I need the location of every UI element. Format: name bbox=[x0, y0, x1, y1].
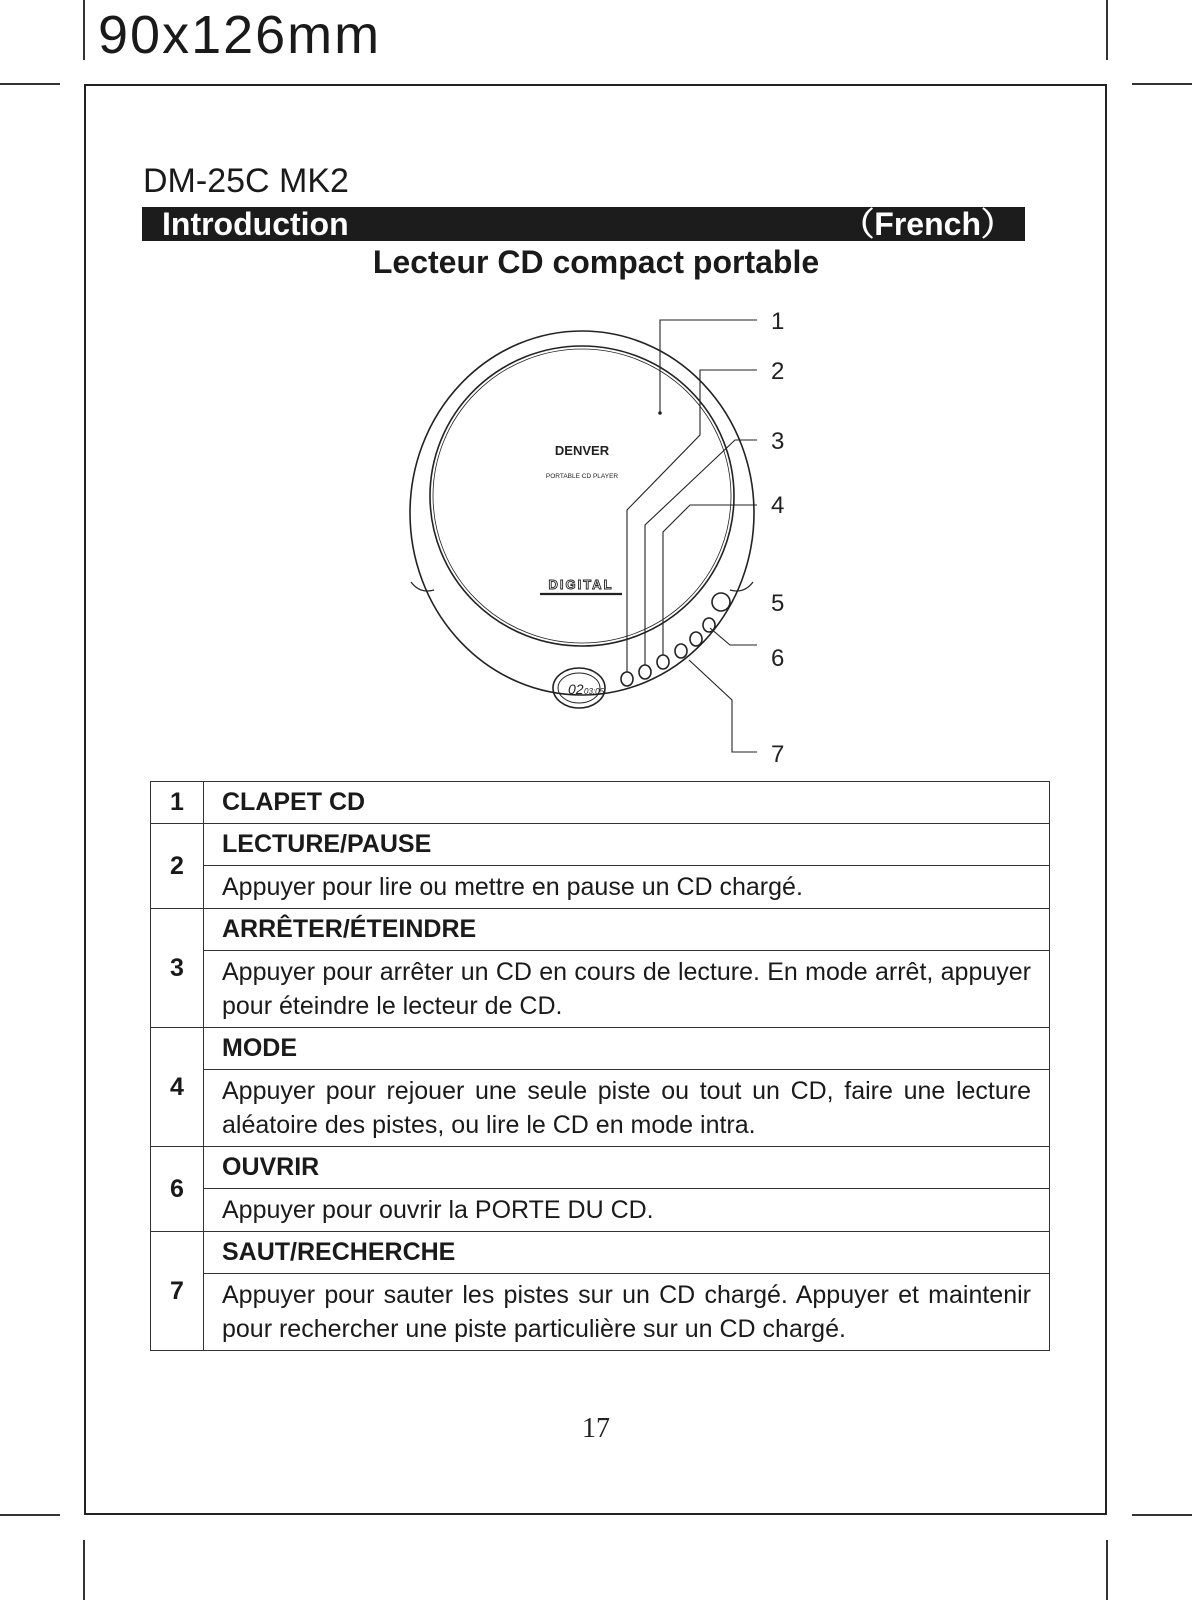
callout-1: 1 bbox=[771, 308, 785, 335]
part-name: OUVRIR bbox=[204, 1147, 1050, 1189]
callout-3: 3 bbox=[771, 428, 785, 455]
table-row bbox=[151, 824, 1050, 866]
part-description: Appuyer pour sauter les pistes sur un CD chargé. Appuyer et maintenir pour rechercher une piste particulière sur un CD chargé. bbox=[204, 1274, 1050, 1351]
table-row bbox=[151, 1274, 1050, 1351]
digital-label: DIGITAL bbox=[548, 577, 614, 592]
table-row bbox=[151, 909, 1050, 951]
part-number: 3 bbox=[151, 909, 204, 1028]
page-title: Lecteur CD compact portable bbox=[372, 244, 820, 280]
control-button bbox=[675, 644, 687, 658]
part-number: 1 bbox=[151, 782, 204, 824]
callout-4: 4 bbox=[771, 492, 785, 519]
control-button bbox=[621, 672, 633, 686]
part-name: ARRÊTER/ÉTEINDRE bbox=[204, 909, 1050, 951]
display-track: 02 bbox=[568, 681, 584, 697]
crop-mark bbox=[1132, 1514, 1192, 1516]
cd-player-diagram bbox=[380, 300, 820, 770]
crop-mark bbox=[1132, 83, 1192, 85]
control-button bbox=[657, 655, 669, 669]
table-row bbox=[151, 782, 1050, 824]
crop-mark bbox=[1106, 0, 1108, 60]
table-row bbox=[151, 1147, 1050, 1189]
crop-mark bbox=[83, 0, 85, 60]
display-time: 03:05 bbox=[584, 687, 605, 696]
table-row bbox=[151, 866, 1050, 909]
part-name: CLAPET CD bbox=[204, 782, 1050, 824]
part-number: 2 bbox=[151, 824, 204, 909]
table-row bbox=[151, 1028, 1050, 1070]
brand-subtitle: PORTABLE CD PLAYER bbox=[545, 473, 619, 480]
section-bar bbox=[142, 207, 1025, 241]
part-name: MODE bbox=[204, 1028, 1050, 1070]
part-description: Appuyer pour ouvrir la PORTE DU CD. bbox=[204, 1189, 1050, 1232]
table-row bbox=[151, 951, 1050, 1028]
page-size-label: 90x126mm bbox=[98, 5, 382, 65]
part-description: Appuyer pour lire ou mettre en pause un CD chargé. bbox=[204, 866, 1050, 909]
part-description: Appuyer pour arrêter un CD en cours de lecture. En mode arrêt, appuyer pour éteindre le lecteur de CD. bbox=[204, 951, 1050, 1028]
part-number: 4 bbox=[151, 1028, 204, 1147]
control-button bbox=[690, 632, 702, 646]
crop-mark bbox=[83, 1540, 85, 1600]
crop-mark bbox=[0, 83, 60, 85]
part-number: 6 bbox=[151, 1147, 204, 1232]
open-button bbox=[712, 593, 730, 611]
part-name: SAUT/RECHERCHE bbox=[204, 1232, 1050, 1274]
parts-table bbox=[150, 781, 1050, 1351]
control-button bbox=[639, 665, 651, 679]
callout-2: 2 bbox=[771, 358, 785, 385]
model-name: DM-25C MK2 bbox=[143, 162, 349, 200]
table-row bbox=[151, 1189, 1050, 1232]
section-title: Introduction bbox=[162, 206, 349, 242]
brand-logo: DENVER bbox=[554, 443, 610, 458]
part-name: LECTURE/PAUSE bbox=[204, 824, 1050, 866]
callout-5: 5 bbox=[771, 590, 785, 617]
control-button bbox=[703, 618, 715, 632]
page-number: 17 bbox=[582, 1413, 610, 1444]
callout-7: 7 bbox=[771, 741, 785, 768]
leader-line bbox=[689, 660, 757, 752]
callout-6: 6 bbox=[771, 645, 785, 672]
part-number: 7 bbox=[151, 1232, 204, 1351]
leader-line bbox=[710, 628, 757, 645]
part-description: Appuyer pour rejouer une seule piste ou tout un CD, faire une lecture aléatoire des pistes, ou lire le CD en mode intra. bbox=[204, 1070, 1050, 1147]
table-row bbox=[151, 1232, 1050, 1274]
table-row bbox=[151, 1070, 1050, 1147]
leader-line bbox=[660, 320, 757, 413]
leader-line bbox=[627, 370, 757, 672]
language-label: （French） bbox=[842, 206, 1013, 242]
crop-mark bbox=[0, 1514, 60, 1516]
player-lid bbox=[430, 346, 734, 646]
crop-mark bbox=[1106, 1540, 1108, 1600]
